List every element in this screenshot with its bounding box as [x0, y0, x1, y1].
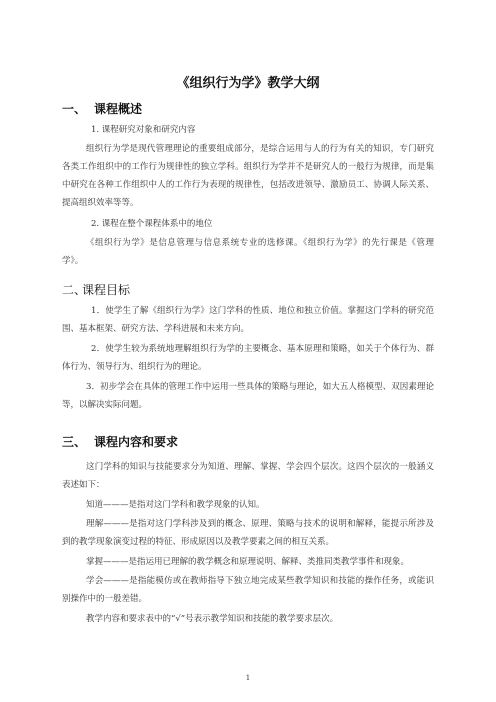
paragraph: 1．使学生了解《组织行为学》这门学科的性质、地位和独立价值。掌握这门学科的研究范围、基本框架、研究方法、学科进展和未来方向。 [62, 306, 434, 334]
section-title: 课程内容和要求 [94, 435, 179, 449]
section-heading-overview [62, 100, 142, 117]
section-heading-objectives [62, 281, 130, 298]
paragraph: 组织行为学是现代管理理论的重要组成部分，是综合运用与人的行为有关的知识，专门研究各类工作组织中的工作行为规律性的独立学科。组织行为学并不是研究人的一般行为规律，而是集中研究在各种工作组织中人的工作行为表现的规律性，包括改进领导、激励员工、协调人际关系、提高组织效率等等。 [62, 144, 434, 208]
section-number: 三、 [62, 435, 87, 449]
section-heading-content [62, 433, 178, 450]
section-number: 二、 [62, 283, 87, 297]
document-title: 《组织行为学》教学大纲 [176, 76, 320, 91]
paragraph: 2．使学生较为系统地理解组织行为学的主要概念、基本原理和策略，如关于个体行为、群体行为、领导行为、组织行为的理论。 [62, 344, 434, 372]
section-number: 一、 [62, 102, 87, 116]
paragraph: 教学内容和要求表中的“√”号表示教学知识和技能的教学要求层次。 [86, 614, 339, 624]
paragraph: 学会———是指能模仿或在教师指导下独立地完成某些教学知识和技能的操作任务，或能识别操作中的一般差错。 [62, 576, 434, 604]
paragraph: 这门学科的知识与技能要求分为知道、理解、掌握、学会四个层次。这四个层次的一般涵义表述如下： [62, 462, 434, 490]
section-title: 课程概述 [94, 102, 143, 116]
paragraph: 1. 课程研究对象和研究内容 [91, 125, 196, 135]
section-title: 课程目标 [82, 283, 131, 297]
paragraph: 2. 课程在整个课程体系中的地位 [91, 219, 213, 229]
page-number: 1 [245, 674, 251, 682]
paragraph: 掌握———是指运用已理解的教学概念和原理说明、解释、类推同类教学事件和现象。 [86, 557, 410, 567]
paragraph: 理解———是指对这门学科涉及到的概念、原理、策略与技术的说明和解释，能提示所涉及到的教学现象演变过程的特征、形成原因以及教学要素之间的相互关系。 [62, 519, 434, 547]
paragraph: 知道———是指对这门学科和教学现象的认知。 [86, 500, 265, 510]
paragraph: 3．初步学会在具体的管理工作中运用一些具体的策略与理论，如大五人格模型、双因素理论等，以解决实际问题。 [62, 382, 434, 410]
paragraph: 《组织行为学》是信息管理与信息系统专业的选修课。《组织行为学》的先行课是《管理学》。 [62, 238, 434, 266]
